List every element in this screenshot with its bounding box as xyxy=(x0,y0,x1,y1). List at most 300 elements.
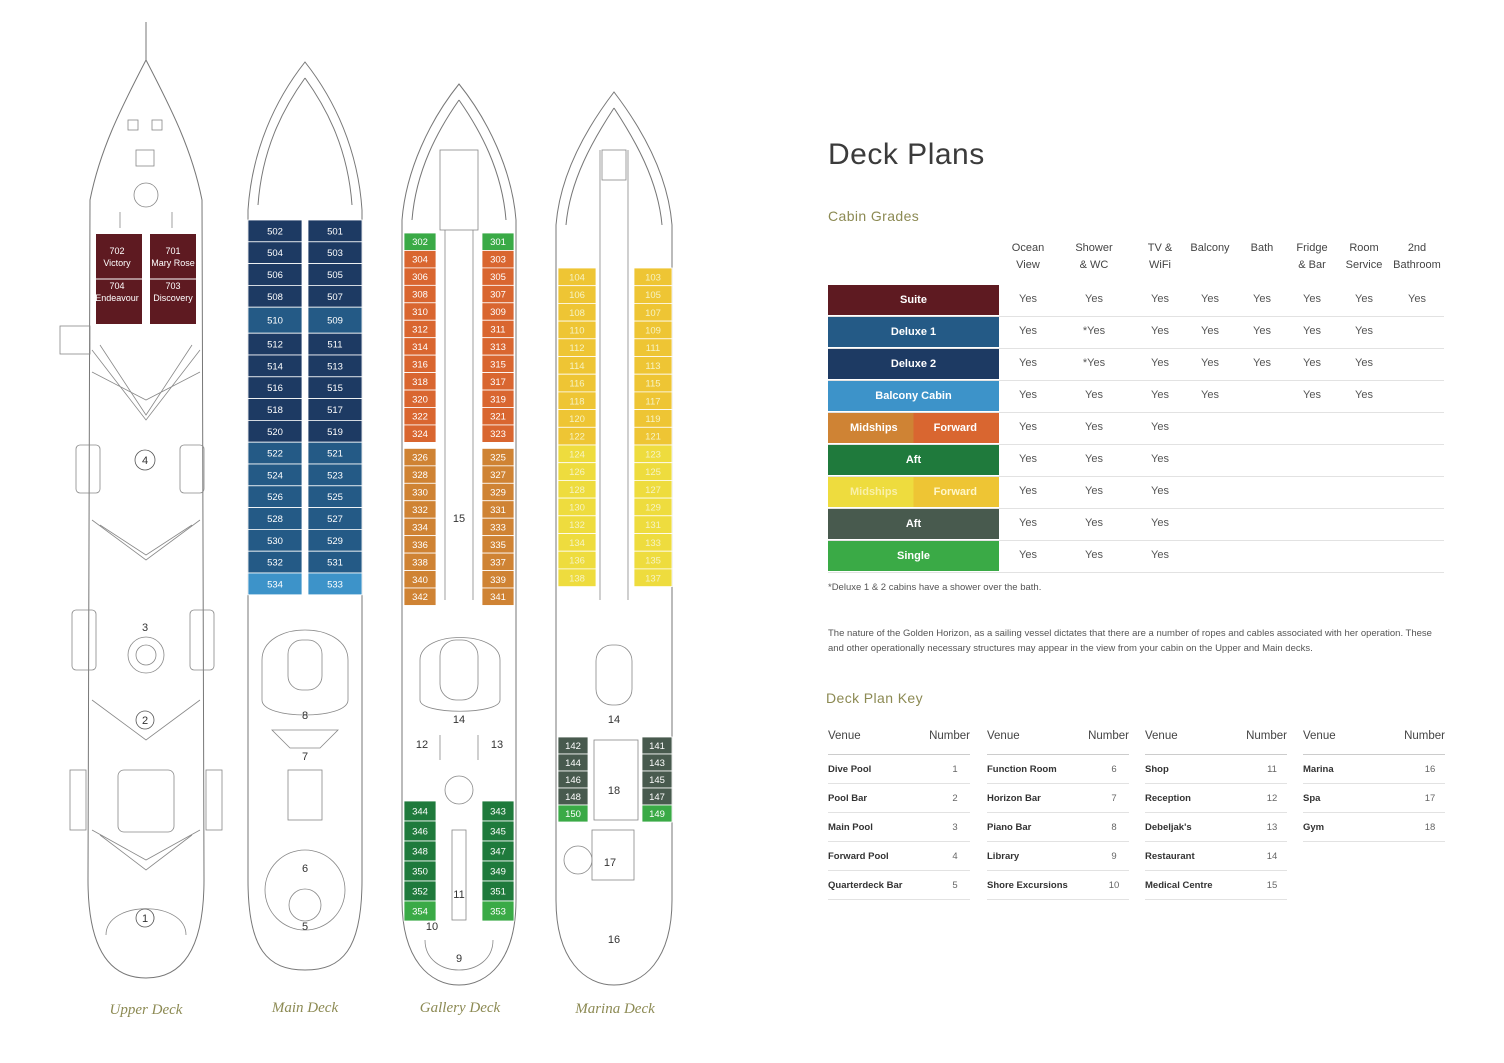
cabin-320-number: 320 xyxy=(412,394,428,406)
venue-5-label: 5 xyxy=(301,921,309,933)
grade-column-header-line1: Room xyxy=(1349,242,1379,254)
cabin-109-number: 109 xyxy=(645,325,661,337)
cabin-144-number: 144 xyxy=(565,758,581,769)
grade-feature-value: Yes xyxy=(1085,293,1103,305)
cabin-339-number: 339 xyxy=(490,574,506,586)
venue-14-marina-label: 14 xyxy=(607,714,621,726)
cabin-520-number: 520 xyxy=(267,426,283,438)
cabin-338-number: 338 xyxy=(412,557,428,569)
venue-3-label: 3 xyxy=(141,622,149,634)
grade-column-header-line2: View xyxy=(1016,259,1040,271)
key-venue-number: 2 xyxy=(952,792,958,804)
key-venue-number: 3 xyxy=(952,821,958,833)
grade-name: Midships xyxy=(850,486,898,498)
cabin-350-number: 350 xyxy=(412,866,428,878)
venue-1-label: 1 xyxy=(141,913,149,925)
cabin-143-number: 143 xyxy=(649,758,665,769)
grade-feature-value: Yes xyxy=(1355,357,1373,369)
cabin-125-number: 125 xyxy=(645,467,661,479)
cabin-113-number: 113 xyxy=(645,360,661,372)
cabin-323-number: 323 xyxy=(490,429,506,441)
cabin-322-number: 322 xyxy=(412,411,428,423)
cabin-334-number: 334 xyxy=(412,522,428,534)
grade-name: Single xyxy=(896,550,930,562)
key-number-header: Number xyxy=(1088,730,1129,742)
grade-name-cell xyxy=(828,381,999,411)
key-number-header: Number xyxy=(1246,730,1287,742)
deck-plan-key-heading: Deck Plan Key xyxy=(826,690,924,706)
grade-feature-value: Yes xyxy=(1019,421,1037,433)
grade-name-cell xyxy=(828,317,999,347)
gallery-deck-cabins xyxy=(404,233,514,921)
cabin-141-number: 141 xyxy=(649,741,665,752)
cabin-341-number: 341 xyxy=(490,592,506,604)
cabin-525-number: 525 xyxy=(327,492,343,504)
grade-feature-value: Yes xyxy=(1303,389,1321,401)
grade-feature-value: Yes xyxy=(1085,453,1103,465)
cabin-319-number: 319 xyxy=(490,394,506,406)
cabin-332-number: 332 xyxy=(412,504,428,516)
cabin-317-number: 317 xyxy=(490,376,506,388)
cabin-325-number: 325 xyxy=(490,452,506,464)
grade-name-cell xyxy=(828,509,999,539)
cabin-128-number: 128 xyxy=(569,484,585,496)
cabin-336-number: 336 xyxy=(412,539,428,551)
key-venue-number: 11 xyxy=(1267,763,1277,775)
key-venue-name: Quarterdeck Bar xyxy=(828,879,903,891)
grade-feature-value: Yes xyxy=(1253,293,1271,305)
key-venue-name: Shore Excursions xyxy=(987,879,1068,891)
cabin-316-number: 316 xyxy=(412,359,428,371)
cabin-531-number: 531 xyxy=(327,557,343,569)
cabin-515-number: 515 xyxy=(327,383,343,395)
grade-feature-value: Yes xyxy=(1253,325,1271,337)
grade-row xyxy=(828,540,1444,573)
suite-703-number: 703 xyxy=(165,281,181,291)
grade-row xyxy=(828,444,1444,477)
cabin-134-number: 134 xyxy=(569,537,585,549)
cabin-347-number: 347 xyxy=(490,846,506,858)
venue-17-label: 17 xyxy=(603,857,617,869)
gallery-deck-label: Gallery Deck xyxy=(419,1000,501,1016)
key-venue-name: Piano Bar xyxy=(987,821,1032,833)
key-venue-name: Library xyxy=(987,850,1020,862)
grade-feature-value: Yes xyxy=(1085,421,1103,433)
cabin-114-number: 114 xyxy=(569,360,585,372)
grade-feature-value: Yes xyxy=(1151,293,1169,305)
grade-feature-value: Yes xyxy=(1201,389,1219,401)
key-venue-number: 10 xyxy=(1108,879,1120,891)
cabin-312-number: 312 xyxy=(412,324,428,336)
grade-name: Midships xyxy=(850,422,898,434)
cabin-150-number: 150 xyxy=(565,809,581,820)
cabin-321-number: 321 xyxy=(490,411,506,423)
cabin-528-number: 528 xyxy=(267,514,283,525)
key-venue-name: Shop xyxy=(1145,763,1169,775)
upper-deck-hull xyxy=(88,22,204,978)
cabin-135-number: 135 xyxy=(645,555,661,567)
grade-name: Aft xyxy=(905,518,922,530)
suite-702-name: Victory xyxy=(103,258,131,268)
cabin-521-number: 521 xyxy=(327,448,343,460)
key-row xyxy=(1303,784,1445,813)
cabin-514-number: 514 xyxy=(267,361,283,373)
cabin-527-number: 527 xyxy=(327,514,343,525)
cabin-304-number: 304 xyxy=(412,254,428,266)
cabin-grades-heading: Cabin Grades xyxy=(828,208,920,224)
grade-column-header xyxy=(1000,240,1056,274)
cabin-508-number: 508 xyxy=(267,291,283,303)
cabin-506-number: 506 xyxy=(267,270,283,281)
key-venue-name: Marina xyxy=(1303,763,1334,775)
grade-name-cell xyxy=(828,445,999,475)
grade-name-cell xyxy=(828,477,999,507)
upper-deck-suites xyxy=(95,234,196,324)
grade-feature-value: Yes xyxy=(1253,357,1271,369)
suite-701-number: 701 xyxy=(165,246,181,256)
grade-feature-value: *Yes xyxy=(1082,357,1106,369)
grade-column-header-line2: & Bar xyxy=(1298,259,1326,271)
cabin-130-number: 130 xyxy=(569,502,585,514)
grade-feature-value: Yes xyxy=(1019,549,1037,561)
cabin-126-number: 126 xyxy=(569,467,585,479)
grade-feature-value: Yes xyxy=(1151,421,1169,433)
cabin-343-number: 343 xyxy=(490,806,506,818)
key-venue-number: 7 xyxy=(1111,792,1117,804)
cabin-348-number: 348 xyxy=(412,846,428,858)
suite-701-name: Mary Rose xyxy=(151,258,195,268)
grade-feature-value: Yes xyxy=(1151,453,1169,465)
venue-16-label: 16 xyxy=(607,934,621,946)
key-row xyxy=(828,784,970,813)
key-venue-name: Function Room xyxy=(987,763,1057,775)
grade-feature-value: Yes xyxy=(1019,293,1037,305)
key-row xyxy=(828,842,970,871)
grade-row xyxy=(828,508,1444,541)
grade-feature-value: Yes xyxy=(1019,325,1037,337)
grade-column-header-line1: 2nd xyxy=(1407,242,1427,254)
key-venue-name: Pool Bar xyxy=(828,792,868,804)
cabin-302-number: 302 xyxy=(412,237,428,249)
cabin-534-number: 534 xyxy=(267,579,283,591)
cabin-352-number: 352 xyxy=(412,886,428,898)
key-venue-name: Horizon Bar xyxy=(987,792,1041,804)
grade-feature-value: Yes xyxy=(1019,389,1037,401)
grade-feature-value: Yes xyxy=(1019,517,1037,529)
cabin-511-number: 511 xyxy=(327,339,343,351)
suite-702-number: 702 xyxy=(109,246,125,256)
key-row xyxy=(987,842,1129,871)
cabin-503-number: 503 xyxy=(327,248,343,260)
key-venue-number: 16 xyxy=(1424,763,1436,775)
cabin-115-number: 115 xyxy=(645,378,661,390)
cabin-127-number: 127 xyxy=(645,484,661,496)
grade-row xyxy=(828,284,1444,317)
key-venue-name: Gym xyxy=(1303,821,1325,833)
cabin-108-number: 108 xyxy=(569,307,585,319)
grade-feature-value: Yes xyxy=(1151,357,1169,369)
cabin-522-number: 522 xyxy=(267,448,283,460)
key-venue-name: Spa xyxy=(1303,792,1321,804)
cabin-504-number: 504 xyxy=(267,248,283,260)
cabin-328-number: 328 xyxy=(412,470,428,482)
key-venue-name: Debeljak's xyxy=(1145,821,1192,833)
grade-column-header-line2: Bathroom xyxy=(1393,259,1441,271)
cabin-335-number: 335 xyxy=(490,539,506,551)
cabin-136-number: 136 xyxy=(569,555,585,567)
grade-feature-value: Yes xyxy=(1355,389,1373,401)
grade-column-header-line1: Fridge xyxy=(1296,242,1328,254)
key-venue-number: 4 xyxy=(952,850,958,862)
suite-704-number: 704 xyxy=(109,281,125,291)
grade-feature-value: Yes xyxy=(1201,293,1219,305)
cabin-147-number: 147 xyxy=(649,792,665,803)
grade-name: Suite xyxy=(900,294,927,306)
cabin-519-number: 519 xyxy=(327,426,343,438)
cabin-106-number: 106 xyxy=(569,290,585,302)
cabin-123-number: 123 xyxy=(645,449,661,461)
key-venue-header: Venue xyxy=(987,730,1020,742)
key-header xyxy=(1303,730,1445,755)
cabin-517-number: 517 xyxy=(327,405,343,416)
key-row xyxy=(1145,755,1287,784)
grade-feature-value: Yes xyxy=(1408,293,1426,305)
venue-2-label: 2 xyxy=(141,715,149,727)
cabin-533-number: 533 xyxy=(327,579,343,591)
key-venue-number: 13 xyxy=(1266,821,1278,833)
venue-11-label: 11 xyxy=(453,889,465,901)
cabin-146-number: 146 xyxy=(565,775,581,786)
grade-column-header-line2: & WC xyxy=(1079,259,1109,271)
cabin-313-number: 313 xyxy=(490,341,506,353)
grade-name-secondary: Forward xyxy=(933,422,977,434)
upper-deck-label: Upper Deck xyxy=(109,1002,183,1018)
grade-feature-value: Yes xyxy=(1151,517,1169,529)
key-venue-name: Dive Pool xyxy=(828,763,872,775)
key-header xyxy=(828,730,970,755)
grade-feature-value: Yes xyxy=(1019,453,1037,465)
cabin-326-number: 326 xyxy=(412,452,428,464)
cabin-112-number: 112 xyxy=(569,343,585,355)
cabin-501-number: 501 xyxy=(327,226,343,238)
cabin-142-number: 142 xyxy=(565,741,581,752)
venue-12-label: 12 xyxy=(415,739,429,751)
grade-feature-value: Yes xyxy=(1085,389,1103,401)
main-deck-cabins xyxy=(248,220,362,595)
cabin-307-number: 307 xyxy=(490,289,506,301)
grade-feature-value: Yes xyxy=(1019,485,1037,497)
key-row xyxy=(987,784,1129,813)
cabin-137-number: 137 xyxy=(645,573,661,585)
cabin-122-number: 122 xyxy=(569,431,585,443)
cabin-512-number: 512 xyxy=(267,339,283,351)
cabin-353-number: 353 xyxy=(490,906,506,918)
cabin-145-number: 145 xyxy=(649,775,665,786)
key-venue-number: 9 xyxy=(1111,850,1117,862)
venue-10-label: 10 xyxy=(425,921,439,933)
grade-column-header xyxy=(1234,240,1290,257)
cabin-532-number: 532 xyxy=(267,557,283,569)
cabin-518-number: 518 xyxy=(267,405,283,416)
grade-column-header-line2: WiFi xyxy=(1149,259,1171,271)
grade-name-secondary: Forward xyxy=(933,486,977,498)
key-row xyxy=(1145,842,1287,871)
cabin-346-number: 346 xyxy=(412,826,428,838)
key-venue-name: Medical Centre xyxy=(1145,879,1213,891)
main-deck-label: Main Deck xyxy=(271,1000,339,1016)
venue-18-label: 18 xyxy=(607,785,621,797)
grade-column-header-line1: Balcony xyxy=(1190,242,1230,254)
grade-feature-value: Yes xyxy=(1303,325,1321,337)
key-venue-header: Venue xyxy=(828,730,861,742)
page-title: Deck Plans xyxy=(828,138,985,171)
cabin-118-number: 118 xyxy=(569,396,585,408)
key-header xyxy=(1145,730,1287,755)
cabin-110-number: 110 xyxy=(569,325,585,337)
cabin-315-number: 315 xyxy=(490,359,506,371)
cabin-331-number: 331 xyxy=(490,504,506,516)
cabin-507-number: 507 xyxy=(327,291,343,303)
cabin-grades-footnote: *Deluxe 1 & 2 cabins have a shower over the bath. xyxy=(828,582,1042,593)
grade-feature-value: Yes xyxy=(1355,325,1373,337)
grade-feature-value: Yes xyxy=(1085,549,1103,561)
grade-name: Deluxe 2 xyxy=(890,358,937,370)
grade-feature-value: Yes xyxy=(1085,517,1103,529)
key-column xyxy=(987,730,1129,900)
suite-703-name: Discovery xyxy=(153,293,193,303)
cabin-120-number: 120 xyxy=(569,413,585,425)
cabin-306-number: 306 xyxy=(412,272,428,284)
grade-feature-value: Yes xyxy=(1201,325,1219,337)
cabin-301-number: 301 xyxy=(490,237,506,249)
key-venue-number: 18 xyxy=(1424,821,1436,833)
cabin-138-number: 138 xyxy=(569,573,585,585)
cabin-132-number: 132 xyxy=(569,520,585,532)
grade-feature-value: Yes xyxy=(1151,485,1169,497)
key-row xyxy=(828,813,970,842)
cabin-524-number: 524 xyxy=(267,470,283,482)
grade-name: Aft xyxy=(905,454,922,466)
key-venue-name: Reception xyxy=(1145,792,1191,804)
key-venue-number: 1 xyxy=(952,763,958,775)
grade-row xyxy=(828,412,1444,445)
cabin-349-number: 349 xyxy=(490,866,506,878)
grade-feature-value: Yes xyxy=(1303,293,1321,305)
cabin-337-number: 337 xyxy=(490,557,506,569)
grade-feature-value: Yes xyxy=(1019,357,1037,369)
cabin-111-number: 111 xyxy=(645,343,661,355)
grade-feature-value: Yes xyxy=(1201,357,1219,369)
key-row xyxy=(1303,813,1445,842)
key-number-header: Number xyxy=(929,730,970,742)
key-row xyxy=(987,755,1129,784)
cabin-529-number: 529 xyxy=(327,535,343,547)
cabin-516-number: 516 xyxy=(267,383,283,395)
grade-row xyxy=(828,380,1444,413)
cabin-324-number: 324 xyxy=(412,429,428,441)
sailing-vessel-note: The nature of the Golden Horizon, as a sailing vessel dictates that there are a number of ropes and cables associated with her operation. These and other operationally necessary structures may appear in the view from your cabin on the Upper and Main decks. xyxy=(828,628,1432,654)
key-venue-number: 8 xyxy=(1111,821,1117,833)
venue-8-label: 8 xyxy=(301,710,309,722)
cabin-104-number: 104 xyxy=(569,272,585,284)
key-venue-number: 12 xyxy=(1266,792,1278,804)
key-venue-name: Forward Pool xyxy=(828,850,889,862)
grade-column-header-line1: Bath xyxy=(1250,242,1274,254)
key-venue-number: 5 xyxy=(952,879,958,891)
cabin-303-number: 303 xyxy=(490,254,506,266)
cabin-105-number: 105 xyxy=(645,290,661,302)
key-venue-number: 14 xyxy=(1266,850,1278,862)
grade-name-cell xyxy=(828,285,999,315)
cabin-116-number: 116 xyxy=(569,378,585,390)
grade-name-cell xyxy=(828,413,999,443)
cabin-523-number: 523 xyxy=(327,470,343,482)
marina-deck-cabins xyxy=(558,268,672,822)
grade-column-header-line1: Shower xyxy=(1075,242,1113,254)
cabin-121-number: 121 xyxy=(645,431,661,443)
grade-column-header xyxy=(1132,240,1188,274)
cabin-333-number: 333 xyxy=(490,522,506,534)
cabin-530-number: 530 xyxy=(267,535,283,547)
grade-column-header-line2: Service xyxy=(1345,259,1383,271)
venue-6-label: 6 xyxy=(301,863,309,875)
cabin-305-number: 305 xyxy=(490,272,506,284)
key-number-header: Number xyxy=(1404,730,1445,742)
cabin-344-number: 344 xyxy=(412,806,428,818)
key-venue-name: Restaurant xyxy=(1145,850,1195,862)
grade-column-header xyxy=(1284,240,1340,274)
cabin-505-number: 505 xyxy=(327,270,343,281)
cabin-327-number: 327 xyxy=(490,470,506,482)
cabin-309-number: 309 xyxy=(490,307,506,319)
key-column xyxy=(828,730,970,900)
venue-4-label: 4 xyxy=(141,455,149,467)
cabin-117-number: 117 xyxy=(645,396,661,408)
grade-name: Deluxe 1 xyxy=(890,326,937,338)
key-row xyxy=(987,871,1129,900)
cabin-510-number: 510 xyxy=(267,315,283,327)
marina-deck-label: Marina Deck xyxy=(575,1001,655,1017)
key-column xyxy=(1303,730,1445,842)
cabin-354-number: 354 xyxy=(412,906,428,918)
cabin-345-number: 345 xyxy=(490,826,506,838)
cabin-119-number: 119 xyxy=(645,413,661,425)
cabin-509-number: 509 xyxy=(327,315,343,327)
cabin-526-number: 526 xyxy=(267,492,283,504)
cabin-310-number: 310 xyxy=(412,307,428,319)
grade-feature-value: Yes xyxy=(1355,293,1373,305)
cabin-330-number: 330 xyxy=(412,487,428,499)
key-venue-header: Venue xyxy=(1145,730,1178,742)
cabin-318-number: 318 xyxy=(412,376,428,388)
grade-feature-value: Yes xyxy=(1151,389,1169,401)
key-venue-name: Main Pool xyxy=(828,821,873,833)
cabin-149-number: 149 xyxy=(649,809,665,820)
key-row xyxy=(828,871,970,900)
grade-row xyxy=(828,476,1444,509)
grade-feature-value: Yes xyxy=(1303,357,1321,369)
cabin-148-number: 148 xyxy=(565,792,581,803)
grade-feature-value: *Yes xyxy=(1082,325,1106,337)
cabin-311-number: 311 xyxy=(490,324,506,336)
grade-row xyxy=(828,316,1444,349)
key-row xyxy=(1303,755,1445,784)
grade-feature-value: Yes xyxy=(1151,549,1169,561)
key-venue-number: 17 xyxy=(1424,792,1436,804)
grade-column-header-line1: Ocean xyxy=(1011,242,1045,254)
grade-name: Balcony Cabin xyxy=(875,390,952,402)
cabin-502-number: 502 xyxy=(267,226,283,238)
